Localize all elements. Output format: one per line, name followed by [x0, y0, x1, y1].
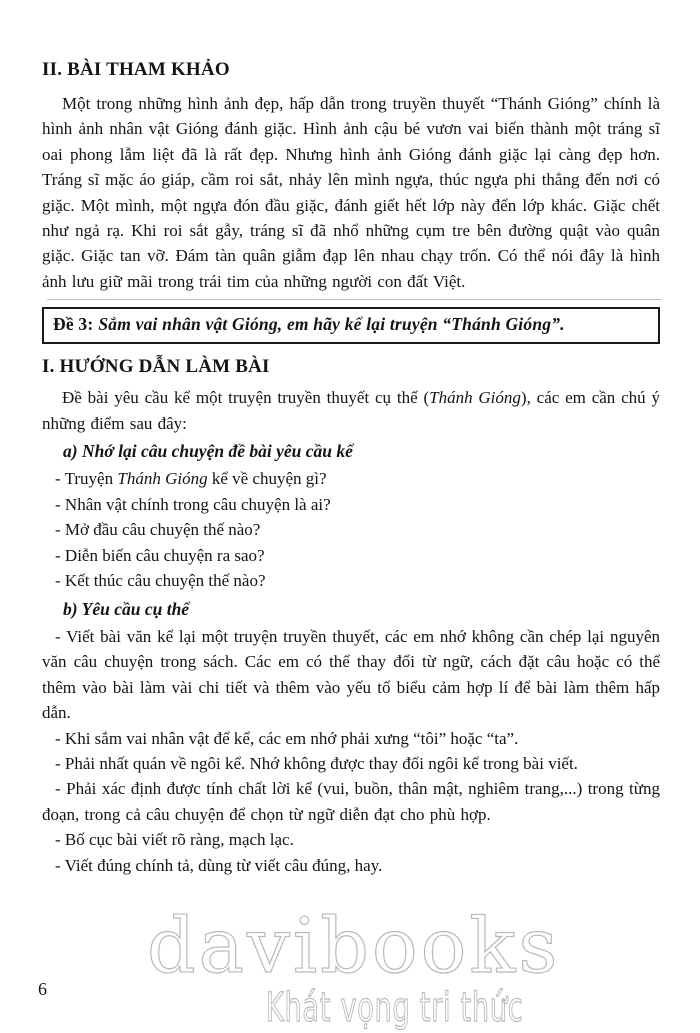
requirement-item-retell: - Viết bài văn kể lại một truyện truyền thuyết, các em nhớ không cần chép lại nguyên văn câu chuyện trong sách. Các em có thể thay đổi từ ngữ, cách đặt câu hoặc có thể thêm vào bài làm vài chi tiết và thêm vào yếu tố biểu cảm hợp lí để bài làm thêm hấp dẫn. [42, 626, 660, 723]
guidance-intro-text: Đề bài yêu cầu kể một truyện truyền thuyết cụ thể ( [62, 388, 430, 408]
guidance-intro-text-after: ), các em cần chú ý những điểm sau đây: [42, 388, 660, 433]
question-item-text-after: kể về chuyện gì? [207, 469, 327, 489]
question-item-story [42, 466, 660, 491]
question-item-text: - Truyện [55, 469, 118, 489]
part-a-heading: a) Nhớ lại câu chuyện đề bài yêu cầu kể [63, 441, 353, 462]
requirement-item-structure: - Bố cục bài viết rõ ràng, mạch lạc. [55, 830, 294, 850]
topic-title: Sắm vai nhân vật Gióng, em hãy kể lại truyện “Thánh Gióng”. [98, 314, 565, 335]
reference-paragraph: Một trong những hình ảnh đẹp, hấp dẫn trong truyền thuyết “Thánh Gióng” chính là hình ảnh nhân vật Gióng đánh giặc. Hình ảnh cậu bé vươn vai biến thành một tráng sĩ oai phong lẫm liệt đã là rất đẹp. Nhưng hình ảnh Gióng đánh giặc lại càng đẹp hơn. Tráng sĩ mặc áo giáp, cầm roi sắt, nhảy lên mình ngựa, thúc ngựa phi thẳng đến nơi có giặc. Một mình, một ngựa đón đầu giặc, đánh giết hết lớp này đến lớp khác. Giặc chết như ngả rạ. Khi roi sắt gẫy, tráng sĩ đã nhổ những cụm tre bên đường quật vào quân giặc. Giặc tan vỡ. Đám tàn quân giẫm đạp lên nhau chạy trốn. Có thể nói đây là hình ảnh lưu giữ mãi trong trái tim của những người con đất Việt. [42, 94, 660, 291]
requirement-item-consistency: - Phải nhất quán về ngôi kể. Nhớ không được thay đổi ngôi kể trong bài viết. [55, 753, 578, 773]
topic-box [42, 307, 660, 344]
question-item-ending: - Kết thúc câu chuyện thế nào? [55, 571, 266, 591]
topic-label: Đề 3: [53, 314, 94, 335]
scan-artifact-line [47, 299, 662, 300]
guidance-intro-italic-title: Thánh Gióng [429, 388, 521, 408]
reference-section-heading: II. BÀI THAM KHẢO [42, 59, 230, 80]
question-item-opening: - Mở đầu câu chuyện thế nào? [55, 520, 261, 540]
guidance-section-heading: I. HƯỚNG DẪN LÀM BÀI [42, 356, 270, 378]
watermark-brand-text: davibooks [147, 901, 561, 990]
requirement-item-tone: - Phải xác định được tính chất lời kể (vui, buồn, thân mật, nghiêm trang,...) trong từng đoạn, trong cả câu chuyện để chọn từ ngữ diễn đạt cho phù hợp. [42, 779, 660, 824]
watermark-slogan-text: Khát vọng tri thức [266, 985, 524, 1031]
topic-box-wrapper [42, 307, 660, 344]
guidance-intro [42, 385, 660, 436]
requirement-item-pronoun: - Khi sắm vai nhân vật để kể, các em nhớ phải xưng “tôi” hoặc “ta”. [55, 728, 519, 748]
page-number: 6 [38, 979, 47, 999]
question-item-character: - Nhân vật chính trong câu chuyện là ai? [55, 494, 331, 514]
question-item-italic-title: Thánh Gióng [117, 469, 208, 489]
question-item-development: - Diễn biến câu chuyện ra sao? [55, 545, 265, 565]
part-b-heading: b) Yêu cầu cụ thể [63, 598, 190, 619]
requirement-item-spelling: - Viết đúng chính tả, dùng từ viết câu đúng, hay. [55, 855, 383, 875]
